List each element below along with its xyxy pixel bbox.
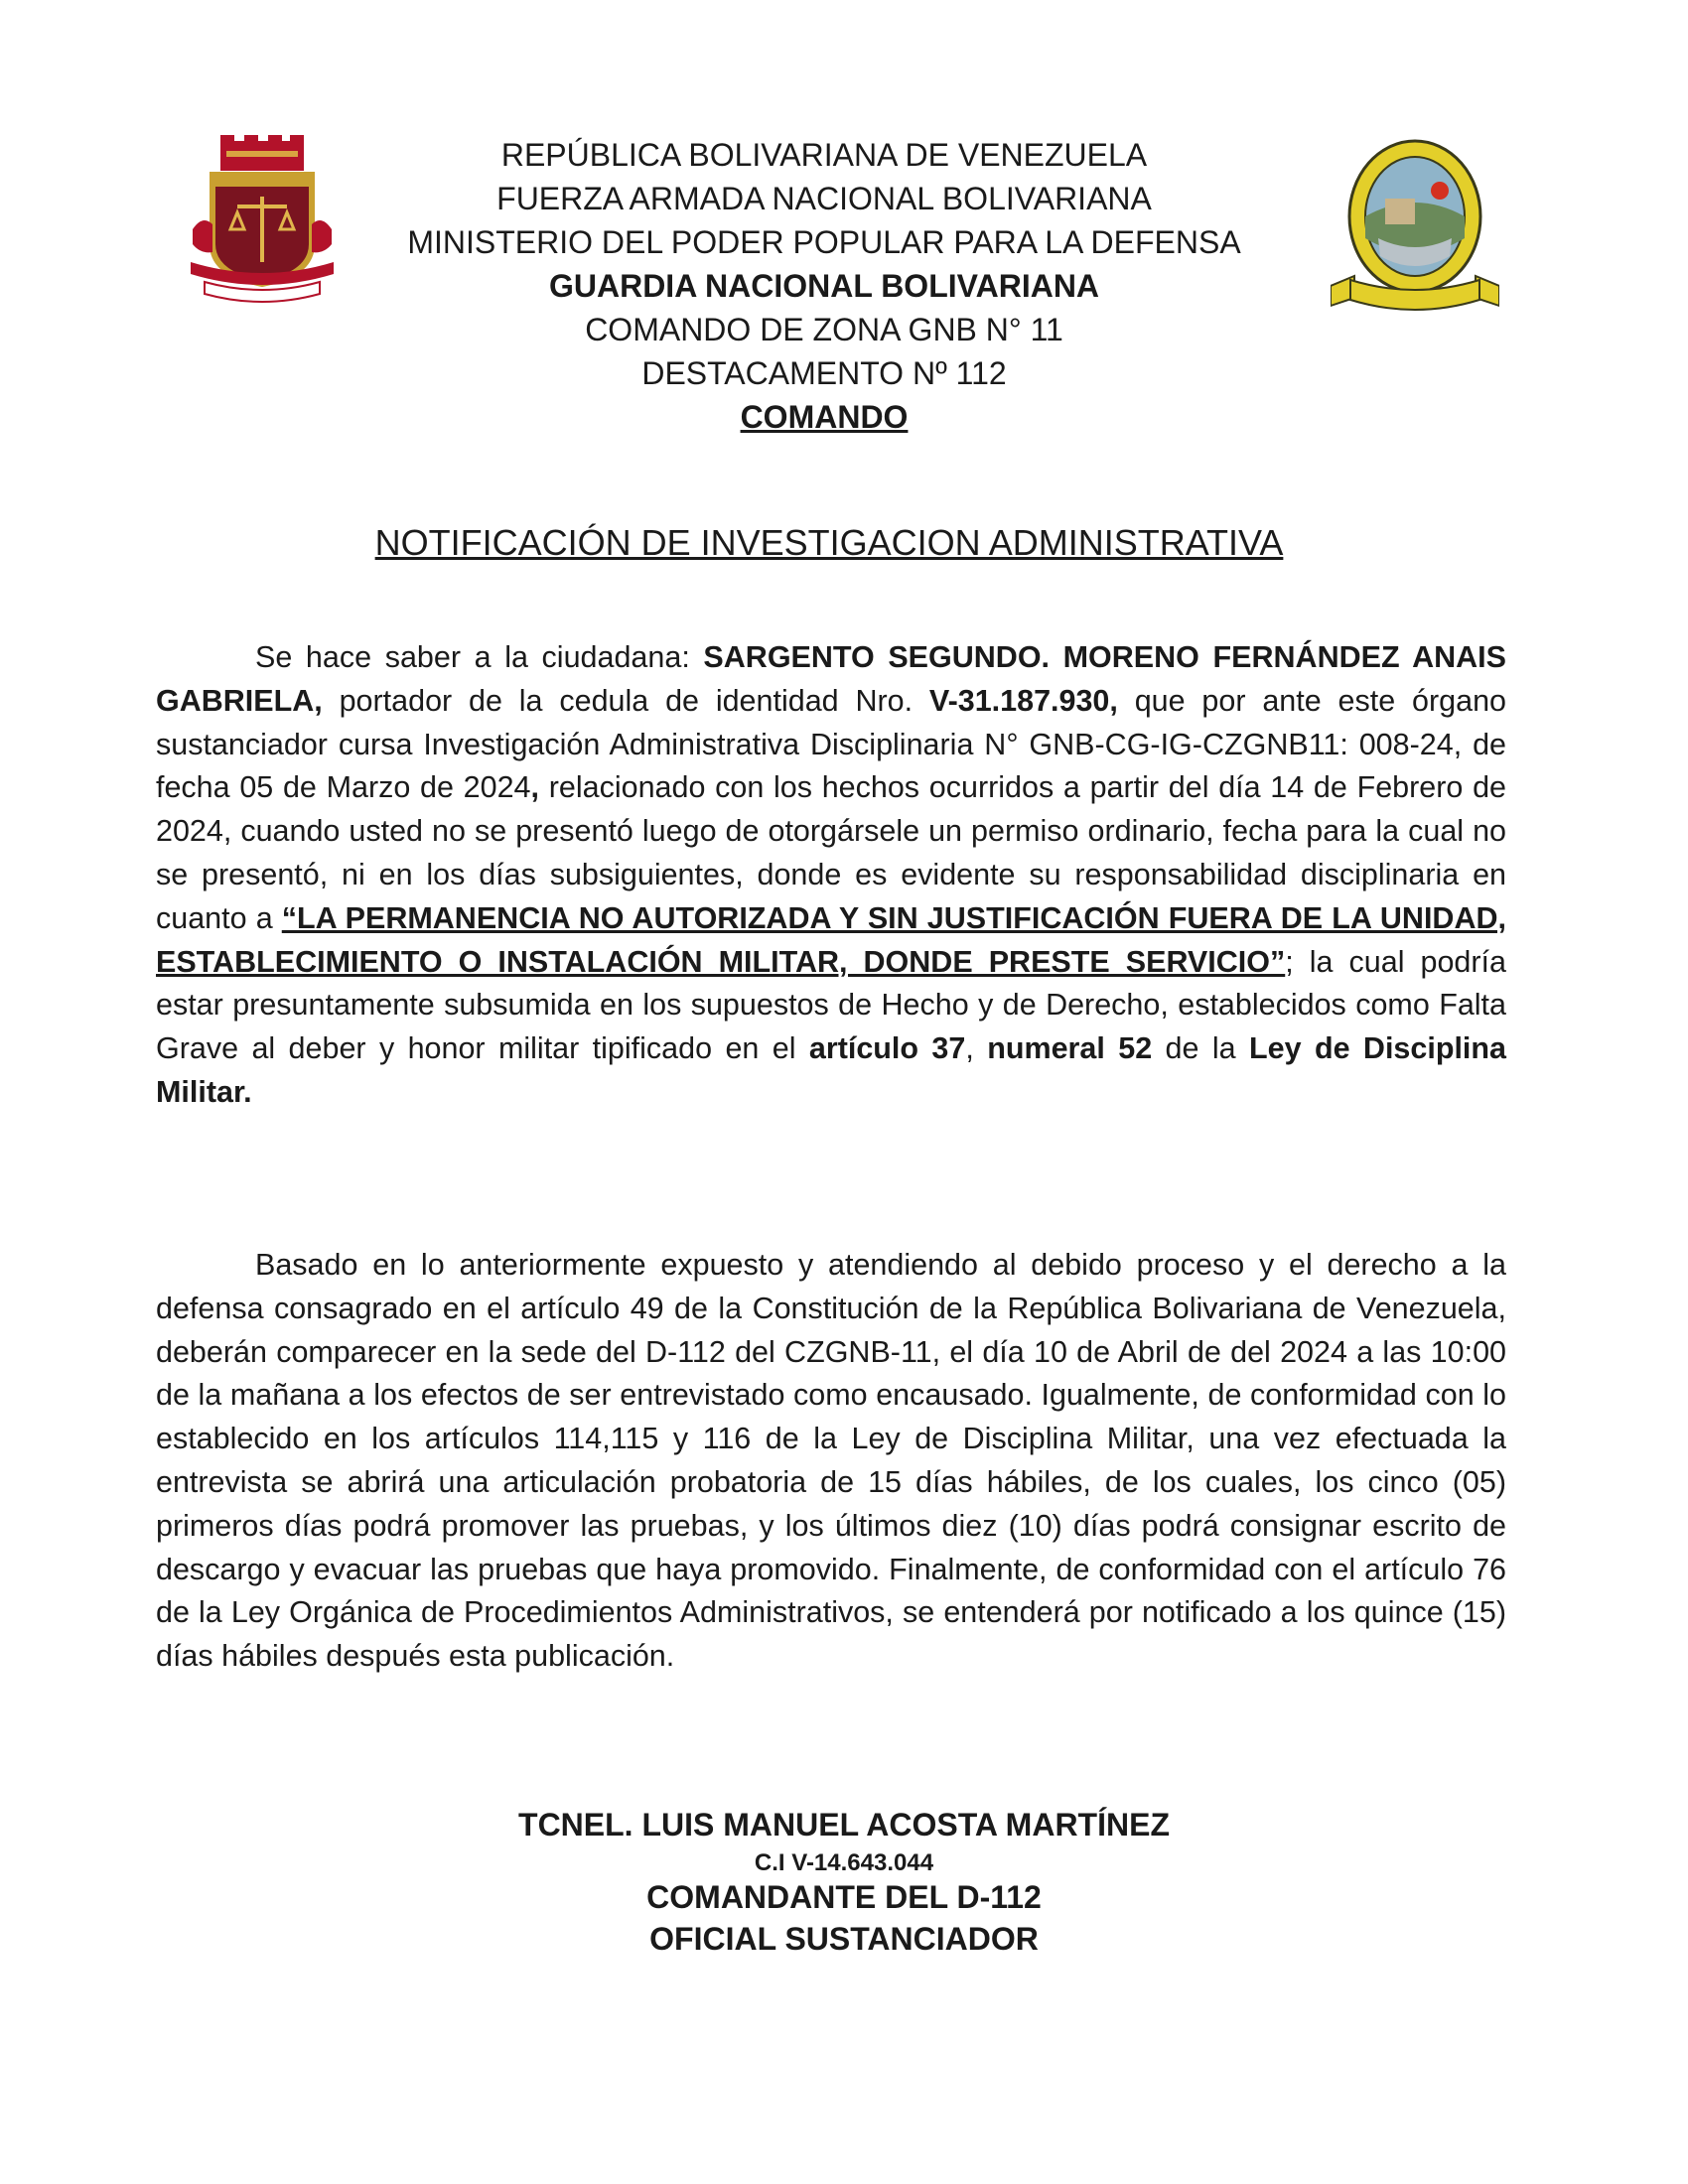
header-guard: GUARDIA NACIONAL BOLIVARIANA [548, 268, 1100, 304]
comando-zona-11-emblem-icon [1331, 139, 1499, 318]
p1-text-3: que por ante este órgano sustanciador cursa Investigación Administrativa Disciplinaria N° GNB-CG-IG-CZGNB11: 008-24, de fecha 05 de Marzo de 2024 [156, 683, 1506, 805]
procedure-paragraph: Basado en lo anteriormente expuesto y atendiendo al debido proceso y el derecho a la defensa consagrado en el artículo 49 de la Constitución de la República Bolivariana de Venezuela, deberán comparecer en la sede del D-112 del CZGNB-11, el día 10 de Abril de del 2024 a las 10:00 de la mañana a los efectos de ser entrevistado como encausado. Igualmente, de conformidad con lo establecido en los artículos 114,115 y 116 de la Ley de Disciplina Militar, una vez efectuada la entrevista se abrirá una articulación probatoria de 15 días hábiles, de los cuales, los cinco (05) primeros días podrá promover las pruebas, y los últimos diez (10) días podrá consignar escrito de descargo y evacuar las pruebas que haya promovido. Finalmente, de conformidad con el artículo 76 de la Ley Orgánica de Procedimientos Administrativos, se entenderá por notificado a los quince (15) días hábiles después esta publicación. [156, 1248, 1506, 1674]
p1-comma: , [530, 770, 540, 805]
header-ministry: MINISTERIO DEL PODER POPULAR PARA LA DEFENSA [407, 224, 1241, 260]
signatory-name: TCNEL. LUIS MANUEL ACOSTA MARTÍNEZ [518, 1807, 1170, 1843]
p1-text-2: portador de la cedula de identidad Nro. [322, 683, 929, 718]
header-republic: REPÚBLICA BOLIVARIANA DE VENEZUELA [500, 137, 1148, 173]
notification-paragraph [156, 636, 1506, 1115]
p1-numeral: numeral 52 [987, 1031, 1153, 1066]
signatory-role-2: OFICIAL SUSTANCIADOR [649, 1921, 1039, 1957]
p1-offense: “LA PERMANENCIA NO AUTORIZADA Y SIN JUSTIFICACIÓN FUERA DE LA UNIDAD, ESTABLECIMIENTO O INSTALACIÓN MILITAR, DONDE PRESTE SERVICIO” [156, 900, 1506, 979]
header-command: COMANDO [740, 399, 909, 435]
signatory-role: COMANDANTE DEL D-112 [646, 1879, 1042, 1915]
signatory-id: C.I V-14.643.044 [754, 1849, 934, 1876]
guardia-nacional-crest-icon [183, 135, 342, 304]
p1-text-1: Se hace saber a la ciudadana: [255, 640, 704, 674]
p1-text-5: ; la cual podría estar presuntamente subsumida en los supuestos de Hecho y de Derecho, establecidos como Falta Grave al deber y honor militar tipificado en el [156, 944, 1506, 1066]
p1-text-7: de la [1152, 1031, 1249, 1066]
p1-text-4: relacionado con los hechos ocurridos a partir del día 14 de Febrero de 2024, cuando usted no se presentó luego de otorgársele un permiso ordinario, fecha para la cual no se presentó, ni en los días subsiguientes, donde es evidente su responsabilidad disciplinaria en cuanto a [156, 770, 1506, 935]
p1-law: Ley de Disciplina Militar. [156, 1031, 1506, 1109]
header-armed-forces: FUERZA ARMADA NACIONAL BOLIVARIANA [496, 181, 1152, 216]
document-title: NOTIFICACIÓN DE INVESTIGACION ADMINISTRATIVA [374, 522, 1284, 563]
document-header [377, 133, 1271, 439]
p1-recipient-name: SARGENTO SEGUNDO. MORENO FERNÁNDEZ ANAIS GABRIELA, [156, 640, 1506, 718]
header-detachment: DESTACAMENTO Nº 112 [641, 355, 1007, 391]
p1-text-6: , [965, 1031, 988, 1066]
header-zone-command: COMANDO DE ZONA GNB N° 11 [585, 312, 1063, 347]
p1-article: artículo 37 [808, 1031, 966, 1066]
p1-id-number: V-31.187.930, [928, 683, 1118, 718]
